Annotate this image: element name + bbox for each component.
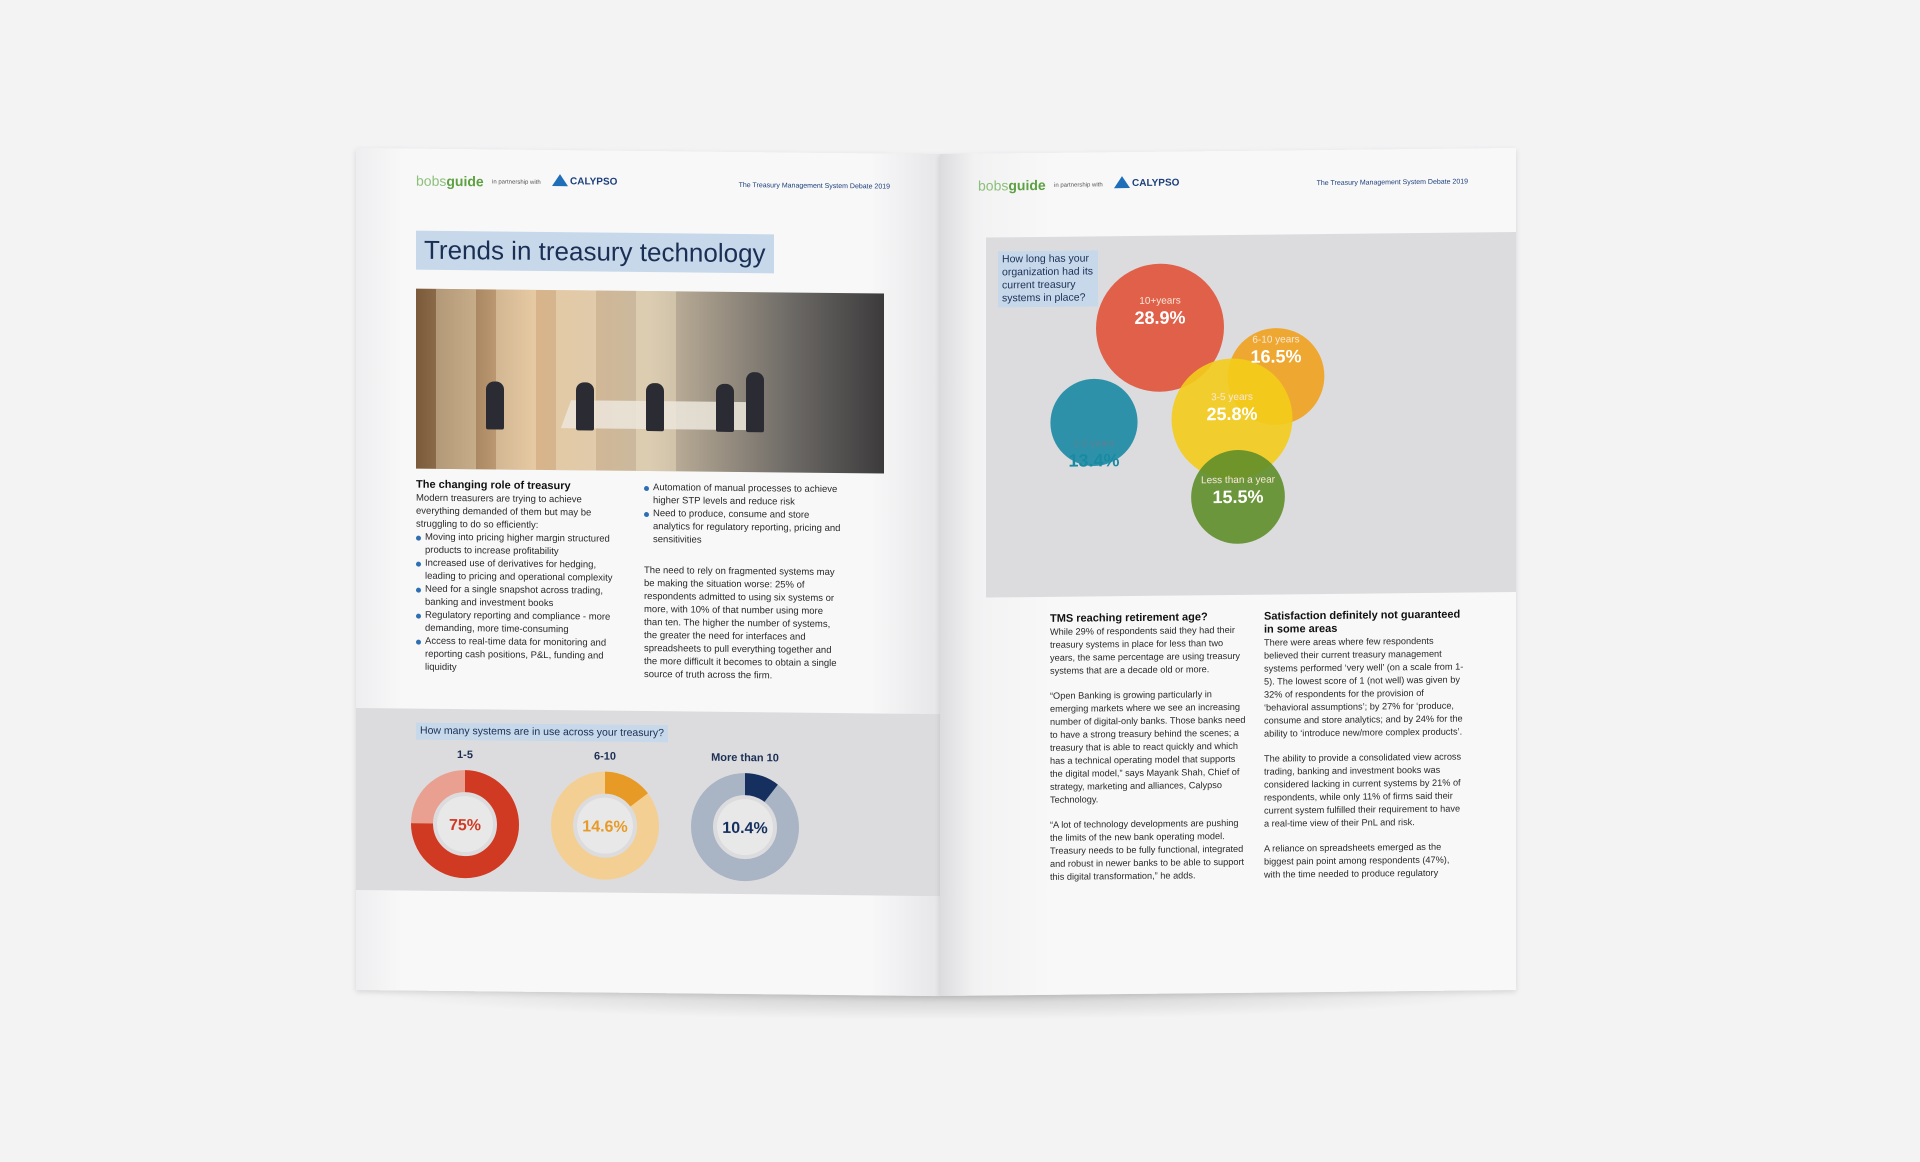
donut-svg — [550, 770, 660, 881]
calypso-triangle-icon — [552, 174, 568, 186]
bubble-category-label: 10+years — [1139, 295, 1181, 307]
satisfaction-heading: Satisfaction definitely not guaranteed in some areas — [1264, 608, 1461, 636]
right-column-2 — [1264, 609, 1464, 894]
donut-2 — [540, 750, 670, 881]
bubble-chart — [986, 232, 1516, 598]
list-item: Need for a single snapshot across trading, banking and investment books — [416, 583, 616, 611]
body-paragraph: There were areas where few respondents believed their current treasury management systems performed ‘very well’ (on a scale from 1-5). The lowest score of 1 (not well) was given by 32% of respondents for the provision of ‘behavioral assumptions’; by 27% for ‘produce, consume and store analytics; and by 24% for the ability to ‘introduce new/more complex products’. — [1264, 635, 1464, 739]
bubble-category-label: 6-10 years — [1252, 334, 1300, 346]
donut-value-label: 75% — [448, 816, 482, 835]
body-paragraph: The ability to provide a consolidated view across trading, banking and investment books was considered lacking in current systems by 21% of respondents, while only 11% of firms said their current system fulfilled their requirement to have a real-time view of their PnL and risk. — [1264, 751, 1462, 829]
bullet-list-1 — [416, 531, 616, 676]
left-header — [416, 173, 890, 198]
tms-heading: TMS reaching retirement age? — [1050, 611, 1208, 625]
quote-paragraph: “A lot of technology developments are pushing the limits of the new bank operating model. Treasury needs to be fully functional, integrated and robust in newer banks to be able to support this digital transformation,” he adds. — [1050, 817, 1245, 882]
report-title: The Treasury Management System Debate 2019 — [738, 182, 890, 191]
systems-question: How many systems are in use across your treasury? — [416, 723, 668, 743]
donut-value-label: 10.4% — [722, 819, 768, 838]
intro-text: Modern treasurers are trying to achieve everything demanded of them but may be struggling to do so efficiently: — [416, 492, 592, 531]
bubble-value-label: 25.8% — [1206, 403, 1258, 425]
quote-paragraph: “Open Banking is growing particularly in emerging markets where we see an increasing number of digital-only banks. Those banks need to have a strong treasury behind the scenes; a treasury that is able to react quickly and which has a technical operating model that supports the digital model,” says Mayank Shah, Chief of strategy, marketing and alliances, Calypso Technology. — [1050, 689, 1246, 805]
systems-panel — [356, 708, 940, 896]
body-paragraph: The need to rely on fragmented systems may be making the situation worse: 25% of respondents admitted to using six systems or more, with 10% of that number using more than ten. The higher the number of systems, the greater the need for interfaces and spreadsheets to pull everything together and the more difficult it becomes to obtain a single source of truth across the firm. — [644, 565, 837, 682]
bullet-list-2 — [644, 481, 844, 548]
donut-category-label: 1-5 — [457, 749, 473, 762]
meeting-photo — [416, 289, 884, 474]
donut-3 — [680, 751, 810, 882]
page-title: Trends in treasury technology — [416, 231, 774, 274]
bubble-category-label: Less than a year — [1201, 474, 1275, 487]
donut-category-label: 6-10 — [593, 750, 617, 763]
bubble-panel — [986, 232, 1516, 598]
bubble-category-label: 3-5 years — [1211, 391, 1253, 404]
calypso-logo: CALYPSO — [1114, 176, 1179, 190]
list-item: Access to real-time data for monitoring and reporting cash positions, P&L, funding and liquidity — [416, 635, 616, 676]
calypso-logo: CALYPSO — [552, 174, 617, 188]
bubble-category-label: 1-2 years — [1073, 438, 1115, 450]
left-column-1 — [416, 479, 616, 676]
partner-text: in partnership with — [1054, 182, 1103, 189]
bubble-value-label: 28.9% — [1134, 307, 1186, 328]
list-item: Moving into pricing higher margin structured products to increase profitability — [416, 531, 616, 559]
brand-logo: bobsguide — [978, 176, 1046, 194]
section-heading: The changing role of treasury — [416, 478, 571, 493]
right-column-1 — [1050, 611, 1250, 896]
list-item: Automation of manual processes to achieve higher STP levels and reduce risk — [644, 481, 844, 509]
right-page — [940, 148, 1516, 996]
donut-1 — [400, 748, 530, 879]
left-column-2 — [644, 481, 844, 695]
bubble-question: How long has your organization had its current treasury systems in place? — [998, 250, 1098, 307]
partner-text: in partnership with — [492, 179, 541, 186]
calypso-triangle-icon — [1114, 176, 1130, 188]
body-paragraph: While 29% of respondents said they had their treasury systems in place for less than two years, the same percentage are using treasury systems that are a decade old or more. — [1050, 624, 1240, 676]
bubble-value-label: 15.5% — [1212, 486, 1264, 508]
donut-svg — [690, 771, 800, 882]
right-header — [978, 173, 1468, 198]
list-item: Need to produce, consume and store analytics for regulatory reporting, pricing and sensitivities — [644, 507, 844, 548]
donut-svg — [410, 769, 520, 880]
list-item: Regulatory reporting and compliance - more demanding, more time-consuming — [416, 609, 616, 637]
list-item: Increased use of derivatives for hedging, leading to pricing and operational complexity — [416, 557, 616, 585]
report-title: The Treasury Management System Debate 2019 — [1316, 178, 1468, 188]
brand-logo: bobsguide — [416, 172, 484, 190]
body-paragraph: A reliance on spreadsheets emerged as the biggest pain point among respondents (47%), with the time needed to produce regulatory — [1264, 841, 1450, 880]
donut-value-label: 14.6% — [582, 818, 628, 836]
bubble-value-label: 16.5% — [1250, 346, 1302, 367]
donut-category-label: More than 10 — [711, 751, 779, 765]
left-page — [356, 148, 940, 996]
bubble-value-label: 13.4% — [1068, 450, 1120, 471]
